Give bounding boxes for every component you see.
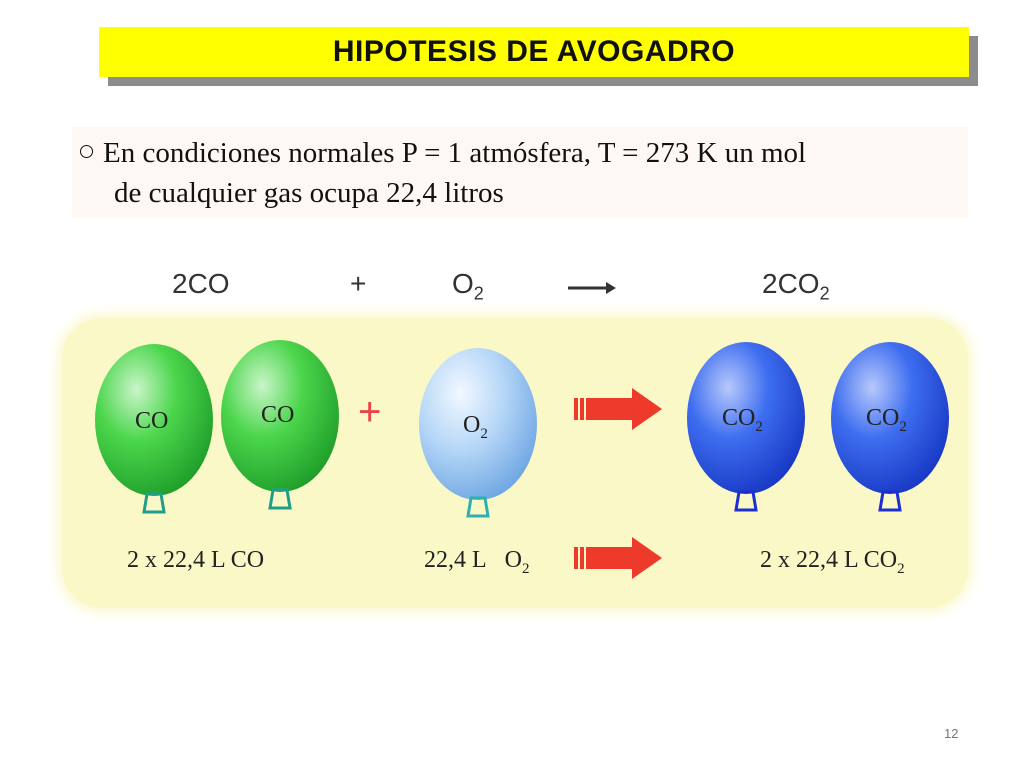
diagram-plus: + <box>358 390 382 434</box>
volume-o2: 22,4 L $O_2$ <box>424 547 530 577</box>
statement-box <box>72 127 968 218</box>
equation-product-co2: $2CO_2$ <box>762 268 830 304</box>
volume-co: 2 x 22,4 L CO <box>127 547 265 573</box>
equation-reactant-co: 2CO <box>172 268 230 299</box>
volume-arrow-icon <box>574 535 664 581</box>
bullet-icon <box>80 145 93 158</box>
equation-arrow-icon <box>566 278 618 298</box>
balloon-co-1-label: CO <box>135 408 169 434</box>
equation-plus: + <box>350 268 367 299</box>
balloon-co-2-label: CO <box>261 402 295 428</box>
volume-co2: 2 x 22,4 L $CO_2$ <box>760 547 905 577</box>
balloon-co2-1-label: $CO_2$ <box>722 405 763 435</box>
equation-reactant-o2: $O_2$ <box>452 268 484 304</box>
reaction-arrow-icon <box>574 386 664 432</box>
statement-line-1-text: En condiciones normales P = 1 atmósfera, T = 273 K un mol <box>103 137 807 169</box>
page-number: 12 <box>944 726 959 741</box>
balloon-o2-label: $O_2$ <box>463 412 488 442</box>
balloon-co2-2-label: $CO_2$ <box>866 405 907 435</box>
statement-line-2: de cualquier gas ocupa 22,4 litros <box>114 177 504 209</box>
statement-line-1 <box>80 137 806 170</box>
slide-title: HIPOTESIS DE AVOGADRO <box>99 27 969 77</box>
